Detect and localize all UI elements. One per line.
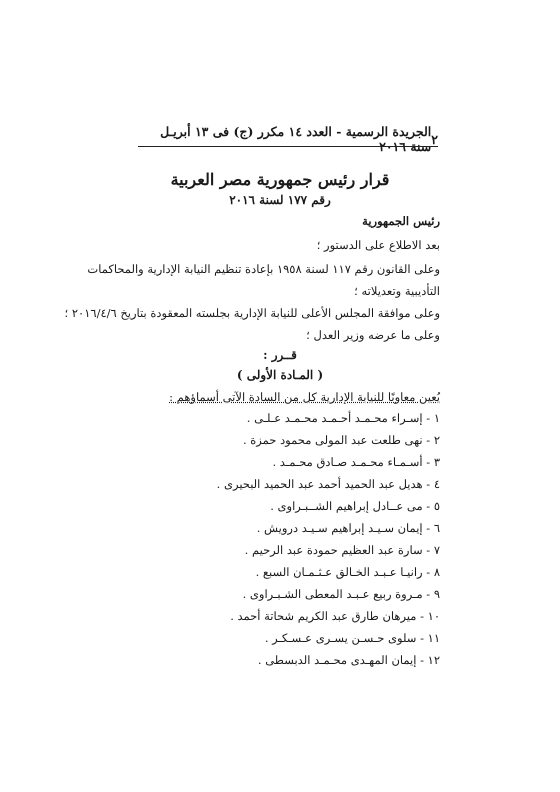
appointee-item: ١ - إسـراء محـمـد أحـمـد محـمـد عـلـى . (246, 411, 440, 425)
page-header (138, 124, 438, 154)
appointee-item: ١٠ - ميرهان طارق عبد الكريم شحاتة أحمد . (230, 609, 440, 623)
appointee-item: ٢ - نهى طلعت عبد المولى محمود حمزة . (242, 433, 440, 447)
preamble-line-2: وعلى القانون رقم ١١٧ لسنة ١٩٥٨ بإعادة تنظيم النيابة الإدارية والمحاكمات (87, 262, 440, 276)
appointee-item: ٩ - مـروة ربيع عـبـد المعطى الشـبـراوى . (242, 587, 440, 601)
appointee-item: ١٢ - إيمان المهـدى محـمـد الدبسطى . (257, 653, 440, 667)
decree-title: قرار رئيس جمهورية مصر العربية (170, 170, 390, 189)
appointee-item: ٧ - سارة عبد العظيم حمودة عبد الرحيم . (244, 543, 440, 557)
preamble-line-5: وعلى ما عرضه وزير العدل ؛ (306, 328, 440, 342)
appointee-item: ١١ - سلوى حـسـن يسـرى عـسـكـر . (264, 631, 440, 645)
appointee-item: ٨ - رانيـا عـبـد الخـالق عـثـمـان السبع . (255, 565, 440, 579)
publication-info: الجريدة الرسمية - العدد ١٤ مكرر (ج) فى ١٣ أبريـل سنة ٢٠١٦ (160, 124, 432, 154)
article-heading: ( المـادة الأولى ) (236, 368, 324, 382)
appointee-item: ٣ - أسـمـاء محـمـد صـادق محـمـد . (272, 455, 440, 469)
preamble-line-4: وعلى موافقة المجلس الأعلى للنيابة الإدارية بجلسته المعقودة بتاريخ ٢٠١٦/٤/٦ ؛ (64, 306, 440, 320)
header-divider (138, 146, 438, 147)
preamble-line-3: التأديبية وتعديلاته ؛ (354, 284, 440, 298)
decree-number: رقم ١٧٧ لسنة ٢٠١٦ (229, 193, 331, 207)
president-heading: رئيس الجمهورية (362, 214, 440, 228)
appointment-intro: يُعين معاونًا للنيابة الإدارية كل من السادة الآتى أسماؤهم : (169, 390, 440, 404)
preamble-line-1: بعد الاطلاع على الدستور ؛ (316, 238, 440, 252)
appointee-item: ٦ - إيمان سـيـد إبراهيم سـيـد درويش . (256, 521, 440, 535)
appointee-item: ٤ - هديل عبد الحميد أحمد عبد الحميد البحيرى . (216, 477, 440, 491)
decision-label: قــرر : (263, 348, 297, 362)
appointee-item: ٥ - مى عــادل إبراهيم الشــبـراوى . (270, 499, 440, 513)
page-number: ٢ (431, 131, 438, 147)
